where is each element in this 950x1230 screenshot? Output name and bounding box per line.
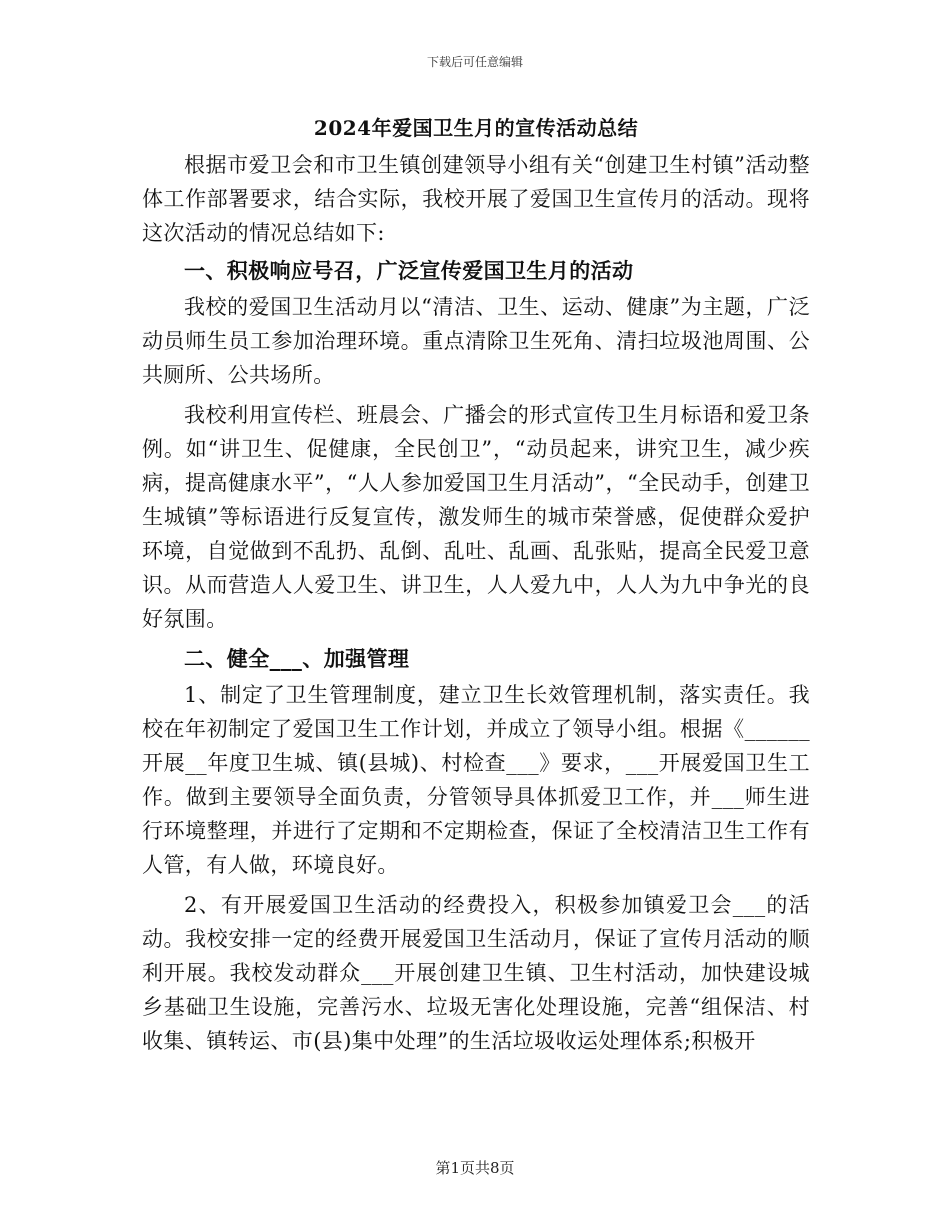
document-title: 2024年爱国卫生月的宣传活动总结 [313,116,639,140]
section-heading-1: 一、积极响应号召，广泛宣传爱国卫生月的活动 [184,258,634,283]
paragraph-2: 我校利用宣传栏、班晨会、广播会的形式宣传卫生月标语和爱卫条例。如“讲卫生、促健康，全民创卫”，“动员起来，讲究卫生，减少疾病，提高健康水平”，“人人参加爱国卫生月活动”，“全民动手，创建卫生城镇”等标语进行反复宣传，激发师生的城市荣誉感，促使群众爱护环境，自觉做到不乱扔、乱倒、乱吐、乱画、乱张贴，提高全民爱卫意识。从而营造人人爱卫生、讲卫生，人人爱九中，人人为九中争光的良好氛围。 [142,403,810,631]
paragraph-4: 2、有开展爱国卫生活动的经费投入，积极参加镇爱卫会___的活动。我校安排一定的经费开展爱国卫生活动月，保证了宣传月活动的顺利开展。我校发动群众___开展创建卫生镇、卫生村活动，加快建设城乡基础卫生设施，完善污水、垃圾无害化处理设施，完善“组保洁、村收集、镇转运、市(县)集中处理”的生活垃圾收运处理体系;积极开 [142,893,810,1053]
page-number: 第1页共8页 [435,1159,515,1177]
header-note: 下载后可任意编辑 [426,55,523,69]
document-body [142,114,810,1058]
paragraph-1: 我校的爱国卫生活动月以“清洁、卫生、运动、健康”为主题，广泛动员师生员工参加治理环境。重点清除卫生死角、清扫垃圾池周围、公共厕所、公共场所。 [142,295,810,387]
paragraph-3: 1、制定了卫生管理制度，建立卫生长效管理机制，落实责任。我校在年初制定了爱国卫生工作计划，并成立了领导小组。根据《______开展__年度卫生城、镇(县城)、村检查___》要求，___开展爱国卫生工作。做到主要领导全面负责，分管领导具体抓爱卫工作，并___师生进行环境整理，并进行了定期和不定期检查，保证了全校清洁卫生工作有人管，有人做，环境良好。 [142,683,810,877]
intro-paragraph: 根据市爱卫会和市卫生镇创建领导小组有关“创建卫生村镇”活动整体工作部署要求，结合实际，我校开展了爱国卫生宣传月的活动。现将这次活动的情况总结如下: [142,153,810,245]
section-heading-2: 二、健全___、加强管理 [184,646,410,671]
